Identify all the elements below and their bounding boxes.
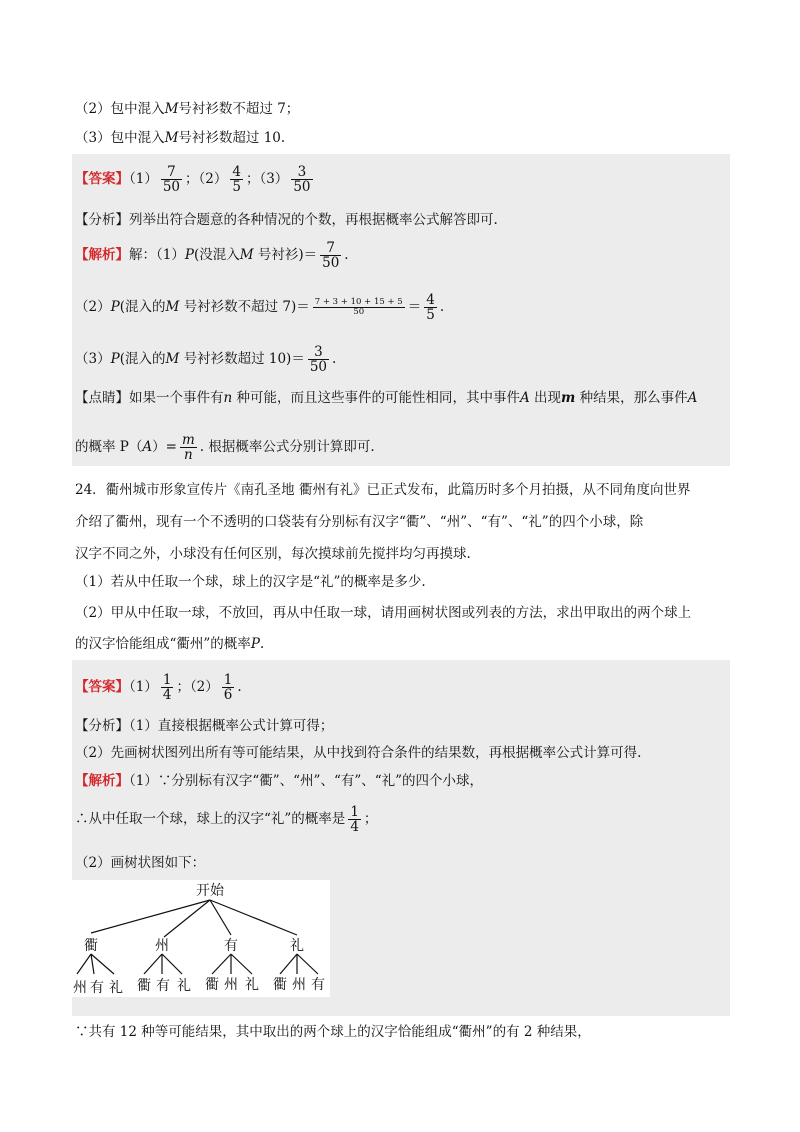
answer-tag: 【答案】 (75, 679, 129, 695)
q24-solution-line-4: ∵共有 12 种等可能结果，其中取出的两个球上的汉字恰能组成“衢州”的有 2 种结果， (75, 1024, 591, 1040)
fraction: $\frac{1}{4}$ (350, 803, 359, 835)
q24-solution-line-2: ∴从中任取一个球，球上的汉字“礼”的概率是 $\frac{1}{4}$ ； (75, 803, 378, 835)
fraction: $\frac{7}{50}$ (162, 163, 181, 195)
tree-root-label: 开始 (196, 883, 224, 899)
fraction: $\frac{1}{4}$ (162, 671, 172, 703)
fraction: $\frac{m}{n}$ (181, 431, 195, 463)
q24-line-4: （1）若从中任取一个球，球上的汉字是“礼”的概率是多少. (75, 574, 426, 590)
q24-line-2: 介绍了衢州，现有一个不透明的口袋装有分别标有汉字“衢”、“州”、“有”、“礼”的四个小球，除 (75, 514, 644, 530)
tree-level2-label: 州 (224, 977, 238, 993)
q24-line-6: 的汉字恰能组成“衢州”的概率P. (75, 636, 265, 652)
q24-answer: 【答案】（1） $\frac{1}{4}$ ；（2） $\frac{1}{6}$ . (75, 671, 242, 703)
solution-tag: 【解析】 (75, 773, 129, 789)
tree-edges (77, 900, 318, 974)
fraction: $\frac{3}{50}$ (293, 163, 311, 195)
tree-edge (297, 954, 318, 974)
tree-edge (77, 954, 91, 974)
tip-tag: 【点睛】 (75, 390, 129, 406)
tree-level2-label: 州 (292, 977, 306, 993)
q23-item-2: （2）包中混入M号衬衫数不超过 7； (75, 101, 300, 117)
fraction: $\frac{4}{5}$ (426, 291, 435, 323)
q24-solution-line-3: （2）画树状图如下： (75, 855, 206, 871)
fraction: $\frac{7 + 3 + 10 + 15 + 5}{50}$ (314, 297, 403, 317)
q24-line-1: 24．衢州城市形象宣传片《南孔圣地 衢州有礼》已正式发布，此篇历时多个月拍摄，从不同角度向世界 (75, 482, 691, 498)
q23-solution-line-1: 【解析】解：（1）P(没混入M 号衬衫)＝ $\frac{7}{50}$ . (75, 239, 349, 271)
tree-edge (212, 954, 231, 974)
tree-level2-label: 礼 (245, 977, 259, 993)
q24-line-3: 汉字不同之外，小球没有任何区别，每次摸球前先搅拌均匀再摸球. (75, 546, 471, 562)
tree-edge (210, 900, 297, 935)
q24-line-5: （2）甲从中任取一球，不放回，再从中任取一球，请用画树状图或列表的方法，求出甲取出的两个球上 (75, 605, 692, 621)
q23-solution-line-3: （3）P(混入的M 号衬衫数超过 10)＝ $\frac{3}{50}$ . (75, 343, 337, 375)
tree-edge (91, 954, 114, 974)
fraction: $\frac{4}{5}$ (232, 163, 241, 195)
q23-tip-line-1: 【点睛】如果一个事件有n 种可能，而且这些事件的可能性相同，其中事件A 出现m 种结果，那么事件A (75, 390, 698, 406)
tree-edge (144, 954, 162, 974)
tree-level2-label: 衢 (205, 977, 219, 993)
analysis-tag: 【分析】 (75, 718, 129, 734)
fraction: $\frac{1}{6}$ (223, 671, 233, 703)
tree-level2-label: 有 (311, 977, 325, 993)
answer-tag: 【答案】 (75, 171, 129, 187)
tree-level2-label: 州 (73, 980, 87, 996)
tree-level2-label: 有 (156, 978, 170, 994)
tree-level2-label: 衢 (273, 977, 287, 993)
tree-level1-label: 州 (155, 938, 169, 954)
analysis-tag: 【分析】 (75, 212, 129, 228)
tree-edge (162, 954, 182, 974)
tree-level2-label: 有 (90, 980, 104, 996)
tree-level1-label: 有 (224, 938, 238, 954)
q23-item-3: （3）包中混入M号衬衫数超过 10. (75, 130, 286, 146)
tree-level2-label: 衢 (137, 978, 151, 994)
q23-answer: 【答案】（1） $\frac{7}{50}$ ；（2） $\frac{4}{5}$ ；（3） $\frac{3}{50}$ (75, 163, 311, 195)
tree-edge (164, 900, 210, 937)
solution-tag: 【解析】 (75, 247, 129, 263)
fraction: $\frac{7}{50}$ (322, 239, 340, 271)
tree-level1-label: 礼 (290, 938, 304, 954)
q24-solution-line-1: 【解析】（1）∵分别标有汉字“衢”、“州”、“有”、“礼”的四个小球， (75, 773, 484, 789)
tree-edge (231, 954, 252, 974)
tree-level2-label: 礼 (177, 978, 191, 994)
tree-edge (91, 900, 210, 933)
fraction: $\frac{3}{50}$ (309, 343, 328, 375)
tree-level2-label: 礼 (109, 980, 123, 996)
q23-tip-line-2: 的概率 P（A）= $\frac{m}{n}$ . 根据概率公式分别计算即可. (75, 431, 375, 463)
q23-solution-line-2: （2）P(混入的M 号衬衫数不超过 7)＝ $\frac{7 + 3 + 10 + 15 + 5}{50}$ ＝ $\frac{4}{5}$ . (75, 291, 445, 323)
q23-analysis: 【分析】列举出符合题意的各种情况的个数，再根据概率公式解答即可. (75, 212, 498, 228)
tree-edge (280, 954, 297, 974)
q24-analysis-line-2: （2）先画树状图列出所有等可能结果，从中找到符合条件的结果数，再根据概率公式计算可得. (75, 745, 642, 761)
tree-edge (210, 900, 231, 935)
tree-diagram (72, 880, 330, 997)
tree-level1-label: 衢 (84, 938, 98, 954)
q24-analysis-line-1: 【分析】（1）直接根据概率公式计算可得； (75, 718, 334, 734)
